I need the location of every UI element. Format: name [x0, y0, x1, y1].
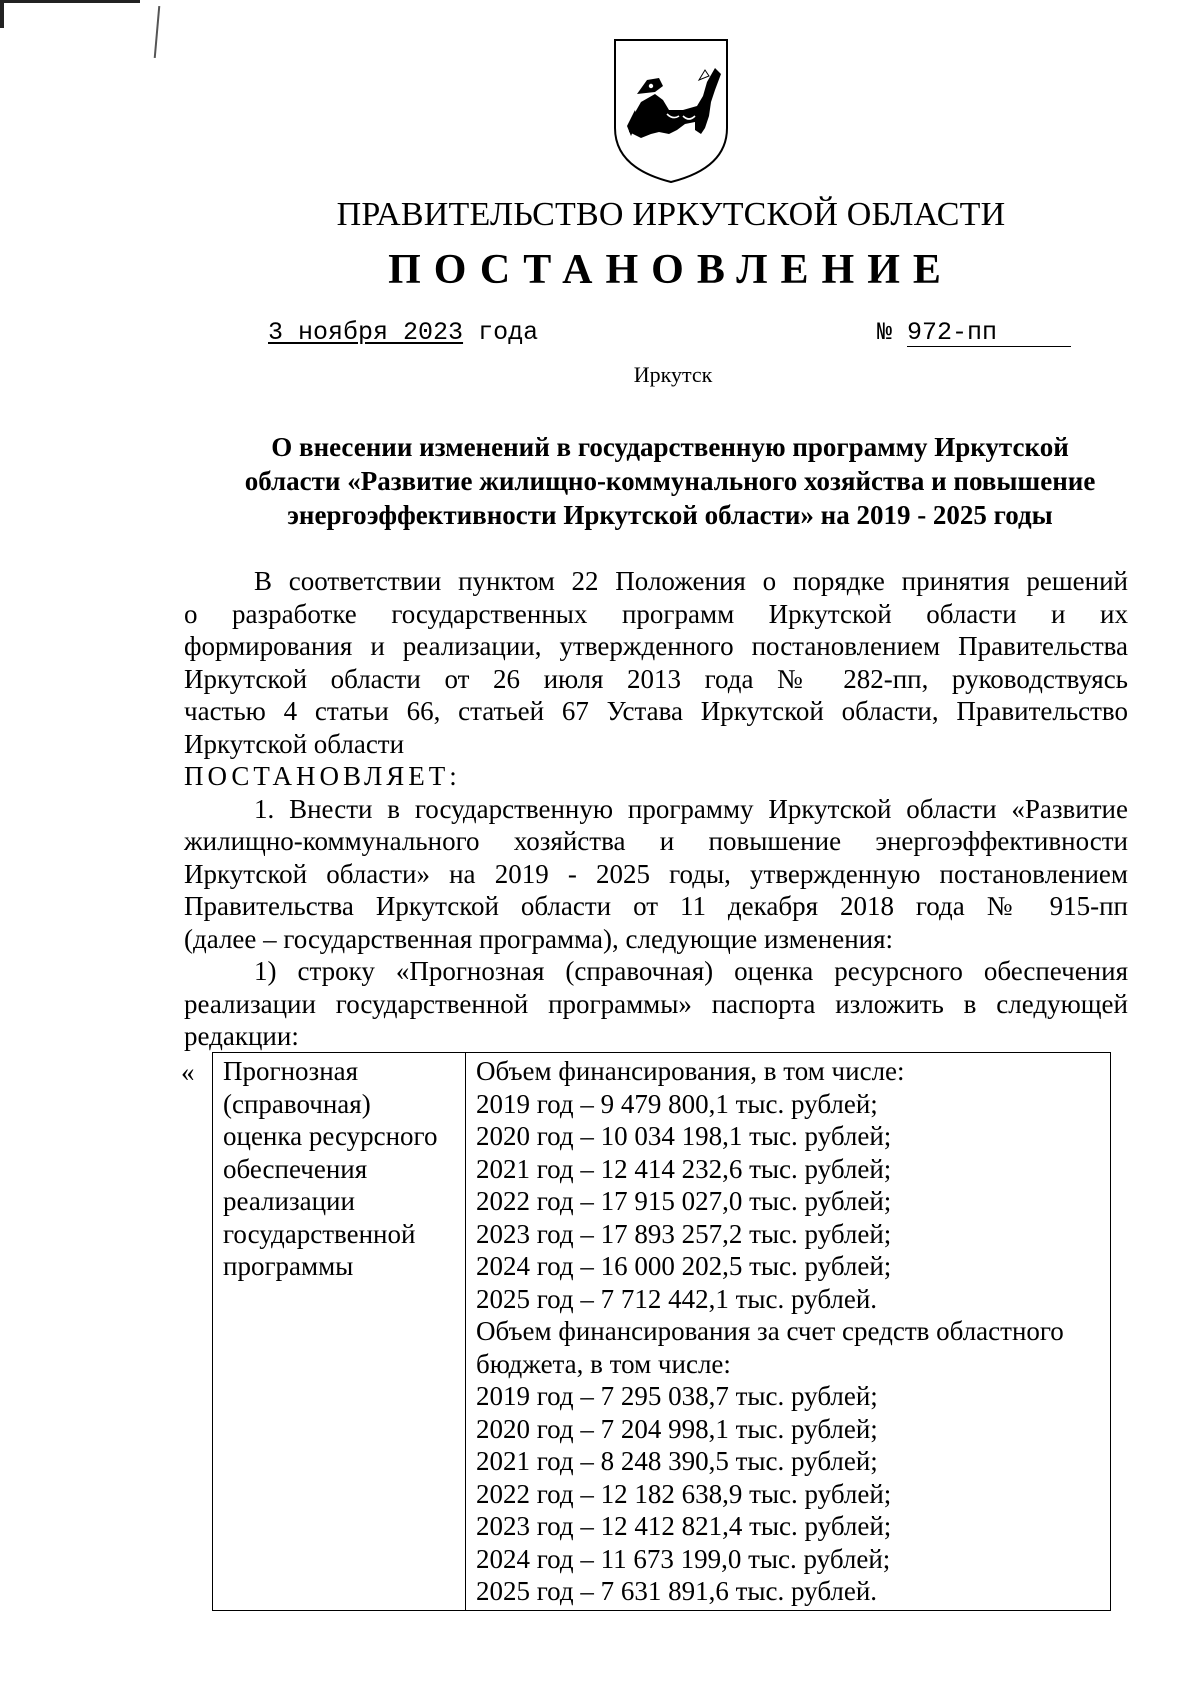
cell-line: 2023 год – 17 893 257,2 тыс. рублей;: [476, 1218, 892, 1249]
document-body: [184, 565, 1128, 1053]
cell-line: обеспечения: [223, 1153, 368, 1184]
table-row: [213, 1053, 1111, 1611]
cell-line: Объем финансирования за счет средств областного: [476, 1316, 1064, 1346]
funding-table: [212, 1052, 1111, 1611]
title-line: области «Развитие жилищно-коммунального хозяйства и повышение: [244, 466, 1096, 496]
cell-line: Прогнозная: [223, 1056, 359, 1086]
date-suffix: года: [478, 318, 539, 347]
scan-edge-mark: [0, 0, 4, 28]
body-line: Иркутской области» на 2019 - 2025 годы, утвержденную постановлением: [184, 858, 1128, 889]
body-line: реализации государственной программы» паспорта изложить в следующей: [184, 988, 1128, 1019]
open-quote: «: [181, 1057, 195, 1087]
body-line: Иркутской области: [184, 728, 405, 759]
body-line: частью 4 статьи 66, статьей 67 Устава Иркутской области, Правительство: [184, 696, 1128, 726]
number-underline: [907, 346, 1071, 347]
cell-line: 2025 год – 7 712 442,1 тыс. рублей.: [476, 1283, 878, 1314]
cell-line: программы: [223, 1251, 354, 1281]
table-cell-label: [213, 1053, 466, 1611]
title-line: энергоэффективности Иркутской области» на 2019 - 2025 годы: [287, 500, 1053, 530]
table-cell-values: [466, 1053, 1111, 1611]
cell-line: 2022 год – 17 915 027,0 тыс. рублей;: [476, 1186, 892, 1216]
body-line: о разработке государственных программ Иркутской области и их: [184, 598, 1128, 629]
cell-line: оценка ресурсного: [223, 1121, 438, 1151]
cell-line: 2022 год – 12 182 638,9 тыс. рублей;: [476, 1478, 892, 1509]
body-line: 1) строку «Прогнозная (справочная) оценка ресурсного обеспечения: [254, 956, 1128, 986]
document-type: ПОСТАНОВЛЕНИЕ: [388, 247, 954, 293]
cell-line: 2019 год – 7 295 038,7 тыс. рублей;: [476, 1381, 878, 1411]
government-name: ПРАВИТЕЛЬСТВО ИРКУТСКОЙ ОБЛАСТИ: [336, 196, 1006, 233]
number-sign: №: [877, 318, 893, 347]
cell-line: 2021 год – 8 248 390,5 тыс. рублей;: [476, 1446, 878, 1476]
cell-line: бюджета, в том числе:: [476, 1348, 731, 1379]
document-title: [200, 430, 1140, 532]
city: Иркутск: [633, 362, 713, 387]
cell-line: 2019 год – 9 479 800,1 тыс. рублей;: [476, 1088, 878, 1119]
body-line: 1. Внести в государственную программу Иркутской области «Развитие: [254, 793, 1128, 824]
body-line: В соответствии пунктом 22 Положения о порядке принятия решений: [254, 566, 1128, 596]
body-line: формирования и реализации, утвержденного постановлением Правительства: [184, 631, 1128, 661]
cell-line: 2023 год – 12 412 821,4 тыс. рублей;: [476, 1511, 892, 1541]
title-line: О внесении изменений в государственную программу Иркутской: [271, 432, 1069, 462]
scan-edge-mark: [154, 6, 161, 58]
cell-line: (справочная): [223, 1088, 371, 1119]
cell-line: реализации: [223, 1186, 355, 1216]
cell-line: 2020 год – 7 204 998,1 тыс. рублей;: [476, 1413, 878, 1444]
document-number: [877, 318, 997, 347]
body-line: Иркутской области от 26 июля 2013 года № 282-пп, руководствуясь: [184, 663, 1128, 694]
cell-line: 2020 год – 10 034 198,1 тыс. рублей;: [476, 1121, 892, 1151]
cell-line: 2025 год – 7 631 891,6 тыс. рублей.: [476, 1576, 878, 1606]
resolves-word: ПОСТАНОВЛЯЕТ:: [184, 761, 461, 791]
cell-line: Объем финансирования, в том числе:: [476, 1056, 905, 1086]
body-line: Правительства Иркутской области от 11 декабря 2018 года № 915-пп: [184, 891, 1128, 921]
cell-line: государственной: [223, 1218, 416, 1249]
cell-line: 2021 год – 12 414 232,6 тыс. рублей;: [476, 1153, 892, 1184]
body-line: редакции:: [184, 1021, 299, 1051]
body-line: (далее – государственная программа), следующие изменения:: [184, 923, 894, 954]
scan-edge-mark: [0, 0, 140, 3]
document-date: [268, 318, 538, 347]
cell-line: 2024 год – 11 673 199,0 тыс. рублей;: [476, 1543, 891, 1574]
cell-line: 2024 год – 16 000 202,5 тыс. рублей;: [476, 1251, 892, 1281]
coat-of-arms-icon: [611, 36, 731, 186]
body-line: жилищно-коммунального хозяйства и повышение энергоэффективности: [184, 826, 1128, 856]
date-value: 3 ноября 2023: [268, 318, 464, 347]
number-value: 972-пп: [907, 318, 998, 347]
